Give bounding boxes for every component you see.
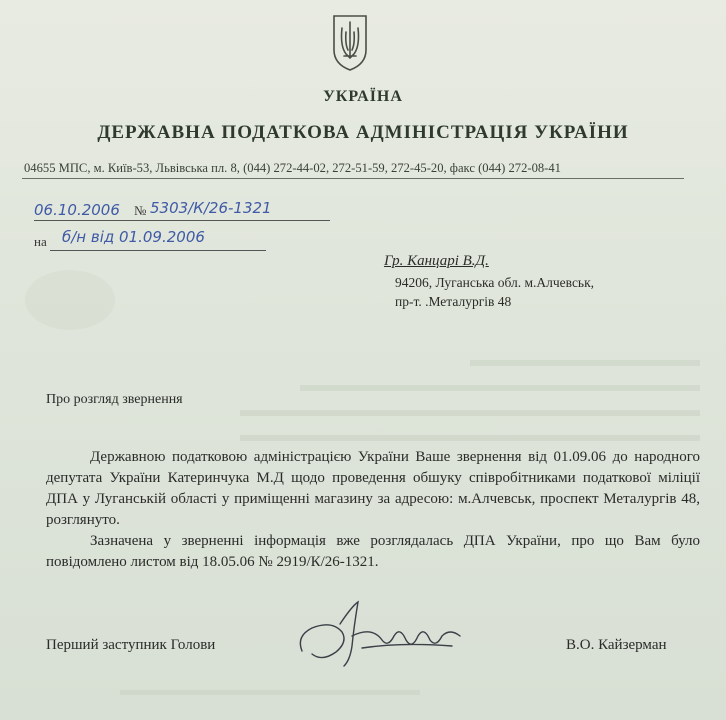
signer-name: В.О. Кайзерман [566, 637, 667, 653]
recipient-address-line2: пр-т. .Металургів 48 [395, 294, 512, 309]
handwritten-signature-icon [282, 596, 482, 676]
body-paragraph-2: Зазначена у зверненні інформація вже розглядалась ДПА України, про що Вам було повідомлено листом від 18.05.06 № 2919/К/26-1321. [46, 533, 700, 570]
country-heading: УКРАЇНА [323, 88, 403, 105]
registration-underline [34, 220, 330, 221]
letterhead-divider [22, 178, 684, 179]
recipient-name: Гр. Канцарі В.Д. [384, 253, 489, 269]
reference-text: б/н від 01.09.2006 [62, 228, 205, 246]
recipient-address-line1: 94206, Луганська обл. м.Алчевськ, [395, 275, 595, 290]
signer-title: Перший заступник Голови [46, 637, 216, 653]
ukraine-trident-icon [330, 12, 370, 72]
registration-number-label: № [134, 203, 147, 218]
letter-body [46, 447, 700, 573]
letter-subject: Про розгляд звернення [46, 392, 183, 407]
reference-underline [50, 250, 266, 251]
registration-number: 5303/К/26-1321 [150, 199, 272, 217]
agency-heading: ДЕРЖАВНА ПОДАТКОВА АДМІНІСТРАЦІЯ УКРАЇНИ [97, 122, 629, 143]
agency-address: 04655 МПС, м. Київ-53, Львівська пл. 8, (044) 272-44-02, 272-51-59, 272-45-20, факс (044) 272-08-41 [24, 161, 561, 175]
registration-date: 06.10.2006 [34, 201, 120, 219]
body-paragraph-1: Державною податковою адміністрацією України Ваше звернення від 01.09.06 до народного депутата України Катеринчука М.Д щодо проведення обшуку співробітниками податкової міліції ДПА у Луганській області у приміщенні магазину за адресою: м.Алчевськ, проспект Металургів 48, розглянуто. [46, 449, 700, 528]
reference-label: на [34, 234, 47, 249]
